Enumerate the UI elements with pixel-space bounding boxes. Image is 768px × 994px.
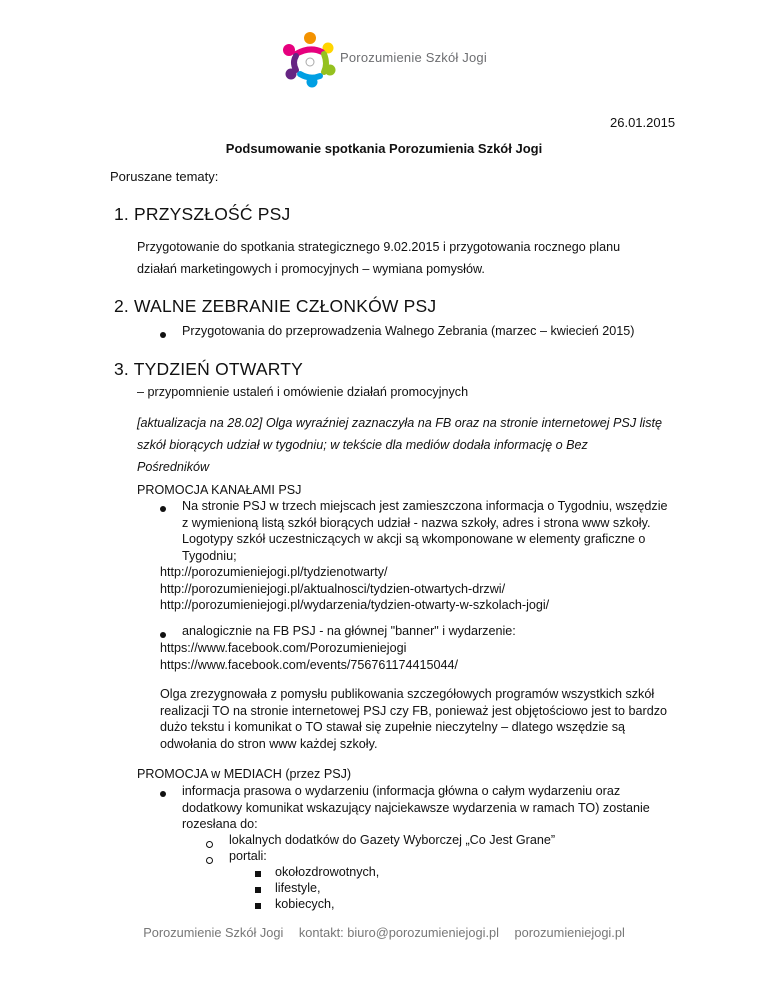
update-note bbox=[137, 412, 662, 478]
document-date: 26.01.2015 bbox=[610, 115, 676, 130]
footer-org: Porozumienie Szkół Jogi bbox=[143, 925, 284, 940]
link-url[interactable]: http://porozumieniejogi.pl/tydzienotwarty/ bbox=[160, 565, 388, 579]
media-sub-item: lokalnych dodatków do Gazety Wyborczej „Co Jest Grane” bbox=[229, 833, 556, 847]
links-list-2 bbox=[160, 640, 458, 673]
section-3-subtitle: – przypomnienie ustaleń i omówienie działań promocyjnych bbox=[137, 385, 469, 399]
logo-figures-icon bbox=[280, 30, 340, 90]
channels-line: Logotypy szkół uczestniczących w akcji są wkomponowane w elementy graficzne o bbox=[182, 532, 646, 546]
link-url[interactable]: https://www.facebook.com/Porozumieniejogi bbox=[160, 641, 407, 655]
section-1-heading: 1. PRZYSZŁOŚĆ PSJ bbox=[114, 204, 291, 224]
bullet-icon bbox=[160, 506, 166, 512]
olga-line: Olga zrezygnowała z pomysłu publikowania szczegółowych programów wszystkich szkół bbox=[160, 687, 655, 701]
media-line: informacja prasowa o wydarzeniu (informacja główna o całym wydarzeniu oraz bbox=[182, 784, 621, 798]
square-bullet-icon bbox=[255, 903, 261, 909]
footer-site[interactable]: porozumieniejogi.pl bbox=[514, 925, 625, 940]
channels-label: PROMOCJA KANAŁAMI PSJ bbox=[137, 483, 302, 497]
document-title: Podsumowanie spotkania Porozumienia Szkół Jogi bbox=[225, 141, 543, 156]
portal-item: okołozdrowotnych, bbox=[275, 865, 380, 879]
bullet-icon bbox=[160, 791, 166, 797]
media-sub-item: portali: bbox=[229, 849, 267, 863]
sub-bullet-icon bbox=[206, 841, 213, 848]
bullet-icon bbox=[160, 332, 166, 338]
links-list-1 bbox=[160, 564, 549, 614]
section-2-bullet: Przygotowania do przeprowadzenia Walnego Zebrania (marzec – kwiecień 2015) bbox=[182, 324, 635, 338]
logo-text: Porozumienie Szkół Jogi bbox=[340, 50, 487, 65]
bullet-icon bbox=[160, 632, 166, 638]
topics-label: Poruszane tematy: bbox=[110, 169, 219, 184]
update-line: Pośredników bbox=[137, 460, 210, 474]
section-1-text bbox=[137, 236, 620, 280]
update-line: [aktualizacja na 28.02] Olga wyraźniej zaznaczyła na FB oraz na stronie internetowej PSJ listę bbox=[137, 416, 663, 430]
channels-bullet-1 bbox=[182, 498, 668, 564]
channels-line: Tygodniu; bbox=[182, 548, 237, 563]
media-bullet bbox=[182, 783, 650, 833]
media-line: rozesłana do: bbox=[182, 817, 258, 831]
sub-bullet-icon bbox=[206, 857, 213, 864]
olga-line: dużo tekstu i komunikat o TO stawał się zupełnie nieczytelny – dlatego wszędzie są bbox=[160, 720, 626, 734]
olga-line: odwołania do stron www każdej szkoły. bbox=[160, 736, 378, 751]
link-url[interactable]: http://porozumieniejogi.pl/aktualnosci/tydzien-otwartych-drzwi/ bbox=[160, 581, 506, 596]
link-url[interactable]: http://porozumieniejogi.pl/wydarzenia/tydzien-otwarty-w-szkolach-jogi/ bbox=[160, 598, 550, 612]
channels-line: Na stronie PSJ w trzech miejscach jest zamieszczona informacja o Tygodniu, wszędzie bbox=[182, 499, 668, 513]
update-line: szkół biorących udział w tygodniu; w tekście dla mediów dodała informację o Bez bbox=[137, 438, 588, 452]
portal-item: kobiecych, bbox=[275, 897, 335, 911]
section-3-heading: 3. TYDZIEŃ OTWARTY bbox=[114, 359, 303, 379]
olga-line: realizacji TO na stronie internetowej PSJ czy FB, ponieważ jest objętościowo jest to bardzo bbox=[160, 703, 668, 718]
olga-note bbox=[160, 686, 667, 752]
footer-contact[interactable]: kontakt: biuro@porozumieniejogi.pl bbox=[298, 925, 499, 940]
section-2-heading: 2. WALNE ZEBRANIE CZŁONKÓW PSJ bbox=[114, 296, 437, 316]
square-bullet-icon bbox=[255, 887, 261, 893]
page-footer bbox=[0, 925, 768, 940]
media-label: PROMOCJA w MEDIACH (przez PSJ) bbox=[137, 767, 352, 781]
link-url[interactable]: https://www.facebook.com/events/756761174415044/ bbox=[160, 657, 459, 672]
channels-bullet-2: analogicznie na FB PSJ - na głównej "banner" i wydarzenie: bbox=[182, 624, 516, 638]
channels-line: z wymienioną listą szkół biorących udział - nazwa szkoły, adres i strona www szkoły. bbox=[182, 515, 651, 530]
square-bullet-icon bbox=[255, 871, 261, 877]
media-line: dodatkowy komunikat wskazujący najciekawsze wydarzenia w ramach TO) zostanie bbox=[182, 800, 650, 815]
section-1-line: Przygotowanie do spotkania strategicznego 9.02.2015 i przygotowania rocznego planu bbox=[137, 240, 621, 254]
portal-item: lifestyle, bbox=[275, 881, 321, 895]
section-1-line: działań marketingowych i promocyjnych – wymiana pomysłów. bbox=[137, 262, 485, 276]
psj-logo bbox=[280, 30, 490, 90]
